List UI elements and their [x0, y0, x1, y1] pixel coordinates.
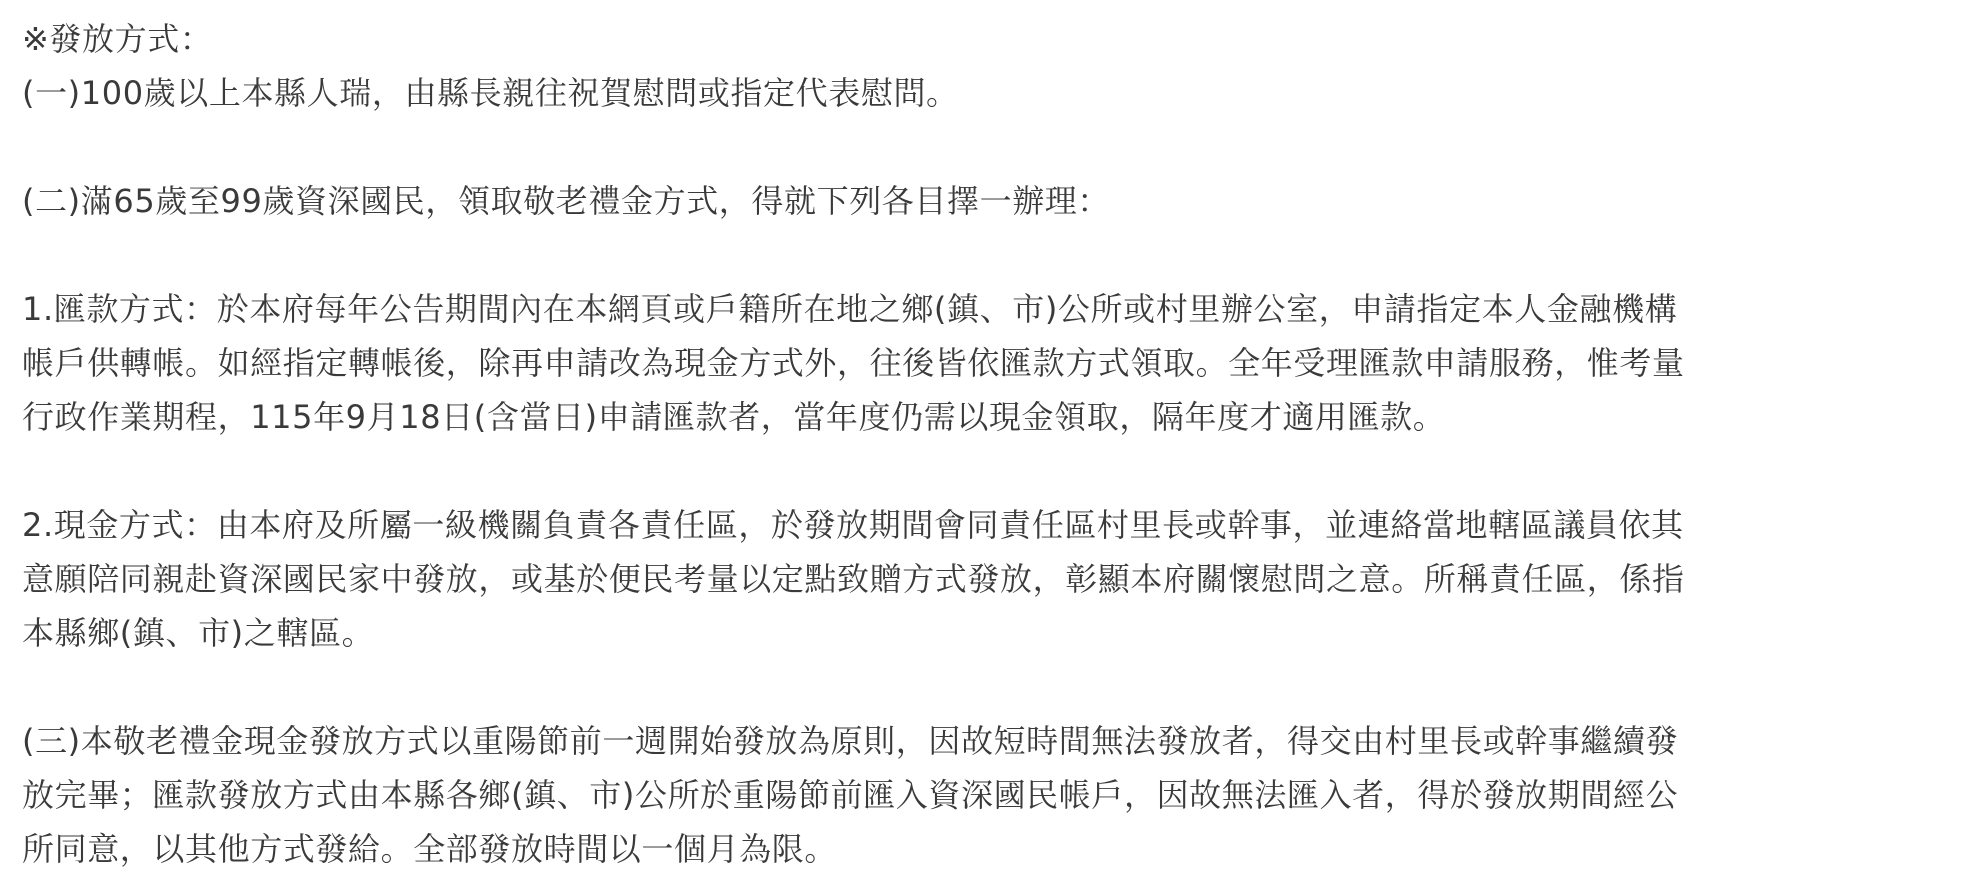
section-1-line: (一)100歲以上本縣人瑞，由縣長親往祝賀慰問或指定代表慰問。 [22, 74, 959, 112]
item-2-line: 2.現金方式：由本府及所屬一級機關負責各責任區，於發放期間會同責任區村里長或幹事，並連絡當地轄區議員依其 [22, 506, 1684, 544]
section-3-line: 放完畢；匯款發放方式由本縣各鄉(鎮、市)公所於重陽節前匯入資深國民帳戶，因故無法匯入者，得於發放期間經公 [22, 776, 1679, 814]
item-2-line: 意願陪同親赴資深國民家中發放，或基於便民考量以定點致贈方式發放，彰顯本府關懷慰問之意。所稱責任區，係指 [22, 560, 1685, 598]
paragraph-spacer [22, 228, 1972, 282]
section-3-line: 所同意，以其他方式發給。全部發放時間以一個月為限。 [22, 830, 838, 868]
item-2-line: 本縣鄉(鎮、市)之轄區。 [22, 614, 375, 652]
section-3-line: (三)本敬老禮金現金發放方式以重陽節前一週開始發放為原則，因故短時間無法發放者，得交由村里長或幹事繼續發 [22, 722, 1679, 760]
paragraph-spacer [22, 444, 1972, 498]
distribution-method-document [22, 12, 1972, 876]
paragraph-spacer [22, 660, 1972, 714]
item-1-line: 1.匯款方式：於本府每年公告期間內在本網頁或戶籍所在地之鄉(鎮、市)公所或村里辦公室，申請指定本人金融機構 [22, 290, 1678, 328]
section-2-line: (二)滿65歲至99歲資深國民，領取敬老禮金方式，得就下列各目擇一辦理： [22, 182, 1111, 220]
section-heading: ※發放方式： [22, 20, 213, 58]
item-1-line: 帳戶供轉帳。如經指定轉帳後，除再申請改為現金方式外，往後皆依匯款方式領取。全年受理匯款申請服務，惟考量 [22, 344, 1685, 382]
item-1-line: 行政作業期程，115年9月18日(含當日)申請匯款者，當年度仍需以現金領取，隔年度才適用匯款。 [22, 398, 1446, 436]
paragraph-spacer [22, 120, 1972, 174]
